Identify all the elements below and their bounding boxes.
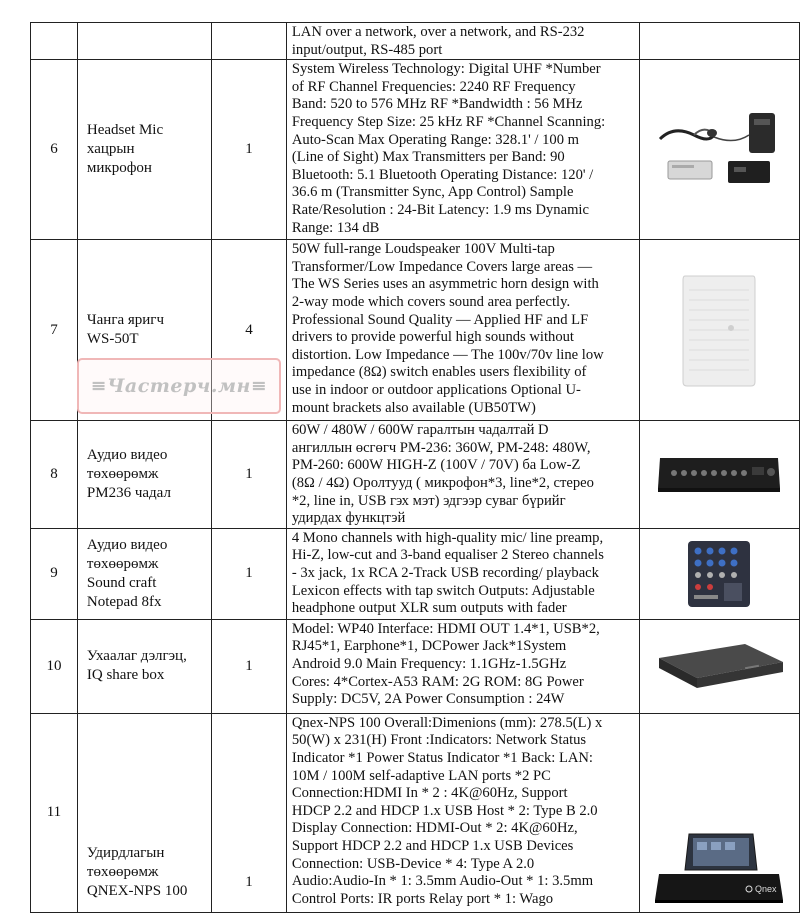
description-line: *2, line in, USB гэх мэт) эдгээр суваг бүрийг — [291, 492, 566, 509]
row-quantity: 1 — [212, 528, 287, 619]
qnex-device-icon — [649, 830, 789, 906]
headset-mic-image — [639, 60, 799, 240]
speaker-icon — [679, 270, 759, 390]
description-line: 60W / 480W / 600W гаралтын чадалтай D — [291, 422, 549, 439]
amplifier-image — [639, 421, 799, 529]
description-line: Lexicon effects with tap switch Outputs: Adjustable — [291, 582, 595, 599]
name-line: Ухаалаг дэлгэц, — [86, 648, 187, 665]
row-image — [639, 23, 799, 60]
row-quantity: 1 — [212, 60, 287, 240]
description-line: 4 Mono channels with high-quality mic/ line preamp, — [291, 529, 604, 546]
description-line: The WS Series uses an asymmetric horn design with — [291, 276, 599, 293]
description-line: 2-way mode which covers sound area perfectly. — [291, 293, 571, 310]
spec-table — [30, 22, 800, 913]
description-line: Indicator *1 Power Status Indicator *1 Back: LAN: — [291, 749, 593, 766]
name-line: Аудио видео — [86, 536, 168, 553]
row-name — [77, 60, 211, 240]
row-quantity: 1 — [212, 713, 287, 912]
description-line: Band: 520 to 576 MHz RF *Bandwidth : 56 MHz — [291, 96, 583, 113]
description-line: 50W full-range Loudspeaker 100V Multi-tap — [291, 241, 555, 258]
row-quantity: 4 — [212, 240, 287, 421]
table-row — [31, 619, 800, 713]
row-quantity — [212, 23, 287, 60]
description-line: Rate/Resolution : 24-Bit Latency: 1.9 ms Dynamic — [291, 201, 589, 218]
watermark-logo: ≡Частерч.мн≡ — [77, 358, 281, 414]
description-line: HDCP 2.2 and HDCP 1.x USB Host * 2: Type B 2.0 — [291, 802, 598, 819]
description-line: headphone output XLR sum outputs with fader — [291, 600, 567, 617]
description-line: Qnex-NPS 100 Overall:Dimenions (mm): 278.5(L) x — [291, 714, 603, 731]
description-line: of RF Channel Frequencies: 2240 RF Frequency — [291, 78, 576, 95]
row-number: 11 — [31, 713, 78, 912]
description-line: 50(W) x 231(H) Front :Indicators: Network Status — [291, 732, 587, 749]
headset-mic-icon — [654, 105, 784, 195]
row-name — [77, 713, 211, 912]
name-line: IQ share box — [86, 667, 165, 684]
row-number: 8 — [31, 421, 78, 529]
row-name — [77, 23, 211, 60]
row-name — [77, 528, 211, 619]
row-description — [286, 619, 639, 713]
description-line: mount brackets also available (UB50TW) — [291, 399, 536, 416]
name-line: Notepad 8fx — [86, 593, 162, 610]
description-line: Model: WP40 Interface: HDMI OUT 1.4*1, USB*2, — [291, 620, 600, 637]
name-line: Чанга яригч — [86, 312, 165, 329]
row-name — [77, 421, 211, 529]
mixer-icon — [684, 537, 754, 611]
description-line: Range: 134 dB — [291, 219, 380, 236]
description-line: Display Connection: HDMI-Out * 2: 4K@60Hz, — [291, 820, 578, 837]
speaker-image — [639, 240, 799, 421]
description-line: Professional Sound Quality — Applied HF and LF — [291, 311, 589, 328]
description-line: Audio:Audio-In * 1: 3.5mm Audio-Out * 1: 3.5mm — [291, 873, 594, 890]
name-line: Аудио видео — [86, 446, 168, 463]
row-number: 9 — [31, 528, 78, 619]
name-line: төхөөрөмж — [86, 555, 159, 572]
row-number: 6 — [31, 60, 78, 240]
description-line: Bluetooth: 5.1 Bluetooth Operating Distance: 120' / — [291, 166, 594, 183]
row-quantity: 1 — [212, 619, 287, 713]
description-line: System Wireless Technology: Digital UHF *Number — [291, 61, 601, 78]
row-quantity: 1 — [212, 421, 287, 529]
row-description — [286, 528, 639, 619]
description-line: Control Ports: IR ports Relay port * 1: Wago — [291, 890, 554, 907]
row-description — [286, 60, 639, 240]
name-line: Sound craft — [86, 574, 157, 591]
description-line: 36.6 m (Transmitter Sync, App Control) Sample — [291, 184, 574, 201]
description-line: удирдах функцтэй — [291, 510, 406, 527]
share-box-image — [639, 619, 799, 713]
table-row — [31, 528, 800, 619]
row-description — [286, 23, 639, 60]
description-line: Transformer/Low Impedance Covers large areas — — [291, 258, 593, 275]
row-description — [286, 421, 639, 529]
description-line: ангиллын өсгөгч PM-236: 360W, PM-248: 480W, — [291, 439, 591, 456]
description-line: - 3x jack, 1x RCA 2-Track USB recording/ playback — [291, 564, 599, 581]
description-line: Hi-Z, low-cut and 3-band equaliser 2 Stereo channels — [291, 547, 604, 564]
description-line: (8Ω / 4Ω) Оролтууд ( микрофон*3, line*2, стерео — [291, 474, 594, 491]
description-line: Frequency Step Size: 25 kHz RF *Channel Scanning: — [291, 113, 606, 130]
description-line: Support HDCP 2.2 and HDCP 1.x USB Devices — [291, 837, 574, 854]
row-number — [31, 23, 78, 60]
name-line: WS-50T — [86, 331, 139, 348]
description-line: Auto-Scan Max Operating Range: 328.1' / 100 m — [291, 131, 580, 148]
description-line: RJ45*1, Earphone*1, DCPower Jack*1System — [291, 638, 567, 655]
description-line: drivers to provide powerful high sounds without — [291, 329, 574, 346]
description-line: input/output, RS-485 port — [291, 41, 443, 58]
name-line: QNEX-NPS 100 — [86, 883, 188, 900]
description-line: Supply: DC5V, 2A Power Consumption : 24W — [291, 691, 565, 708]
description-line: 10M / 100M self-adaptive LAN ports *2 PC — [291, 767, 551, 784]
description-line: Android 9.0 Main Frequency: 1.1GHz-1.5GHz — [291, 655, 567, 672]
name-line: микрофон — [86, 160, 152, 177]
row-description — [286, 240, 639, 421]
table-row — [31, 421, 800, 529]
table-row — [31, 713, 800, 912]
description-line: (Line of Sight) Max Transmitters per Band: 90 — [291, 149, 565, 166]
amplifier-icon — [654, 452, 784, 496]
qnex-brand-label: Qnex — [755, 883, 777, 894]
table-row — [31, 60, 800, 240]
name-line: PM236 чадал — [86, 484, 171, 501]
name-line: төхөөрөмж — [86, 465, 159, 482]
mixer-image — [639, 528, 799, 619]
row-number: 7 — [31, 240, 78, 421]
table-row — [31, 23, 800, 60]
row-name — [77, 619, 211, 713]
row-number: 10 — [31, 619, 78, 713]
description-line: use in indoor or outdoor applications Optional U- — [291, 381, 581, 398]
description-line: Cores: 4*Cortex-A53 RAM: 2G ROM: 8G Power — [291, 673, 584, 690]
row-description — [286, 713, 639, 912]
name-line: хацрын — [86, 141, 135, 158]
name-line: Headset Mic — [86, 122, 164, 139]
description-line: LAN over a network, over a network, and RS-232 — [291, 24, 585, 40]
description-line: Connection: USB-Device * 4: Type A 2.0 — [291, 855, 535, 872]
name-line: төхөөрөмж — [86, 864, 159, 881]
description-line: Connection:HDMI In * 2 : 4K@60Hz, Support — [291, 785, 568, 802]
share-box-icon — [649, 636, 789, 696]
name-line: Удирдлагын — [86, 845, 165, 862]
qnex-device-image — [639, 713, 799, 912]
description-line: PM-260: 600W HIGH-Z (100V / 70V) ба Low-Z — [291, 457, 581, 474]
description-line: impedance (8Ω) switch enables users flexibility of — [291, 364, 587, 381]
description-line: distortion. Low Impedance — The 100v/70v line low — [291, 346, 604, 363]
